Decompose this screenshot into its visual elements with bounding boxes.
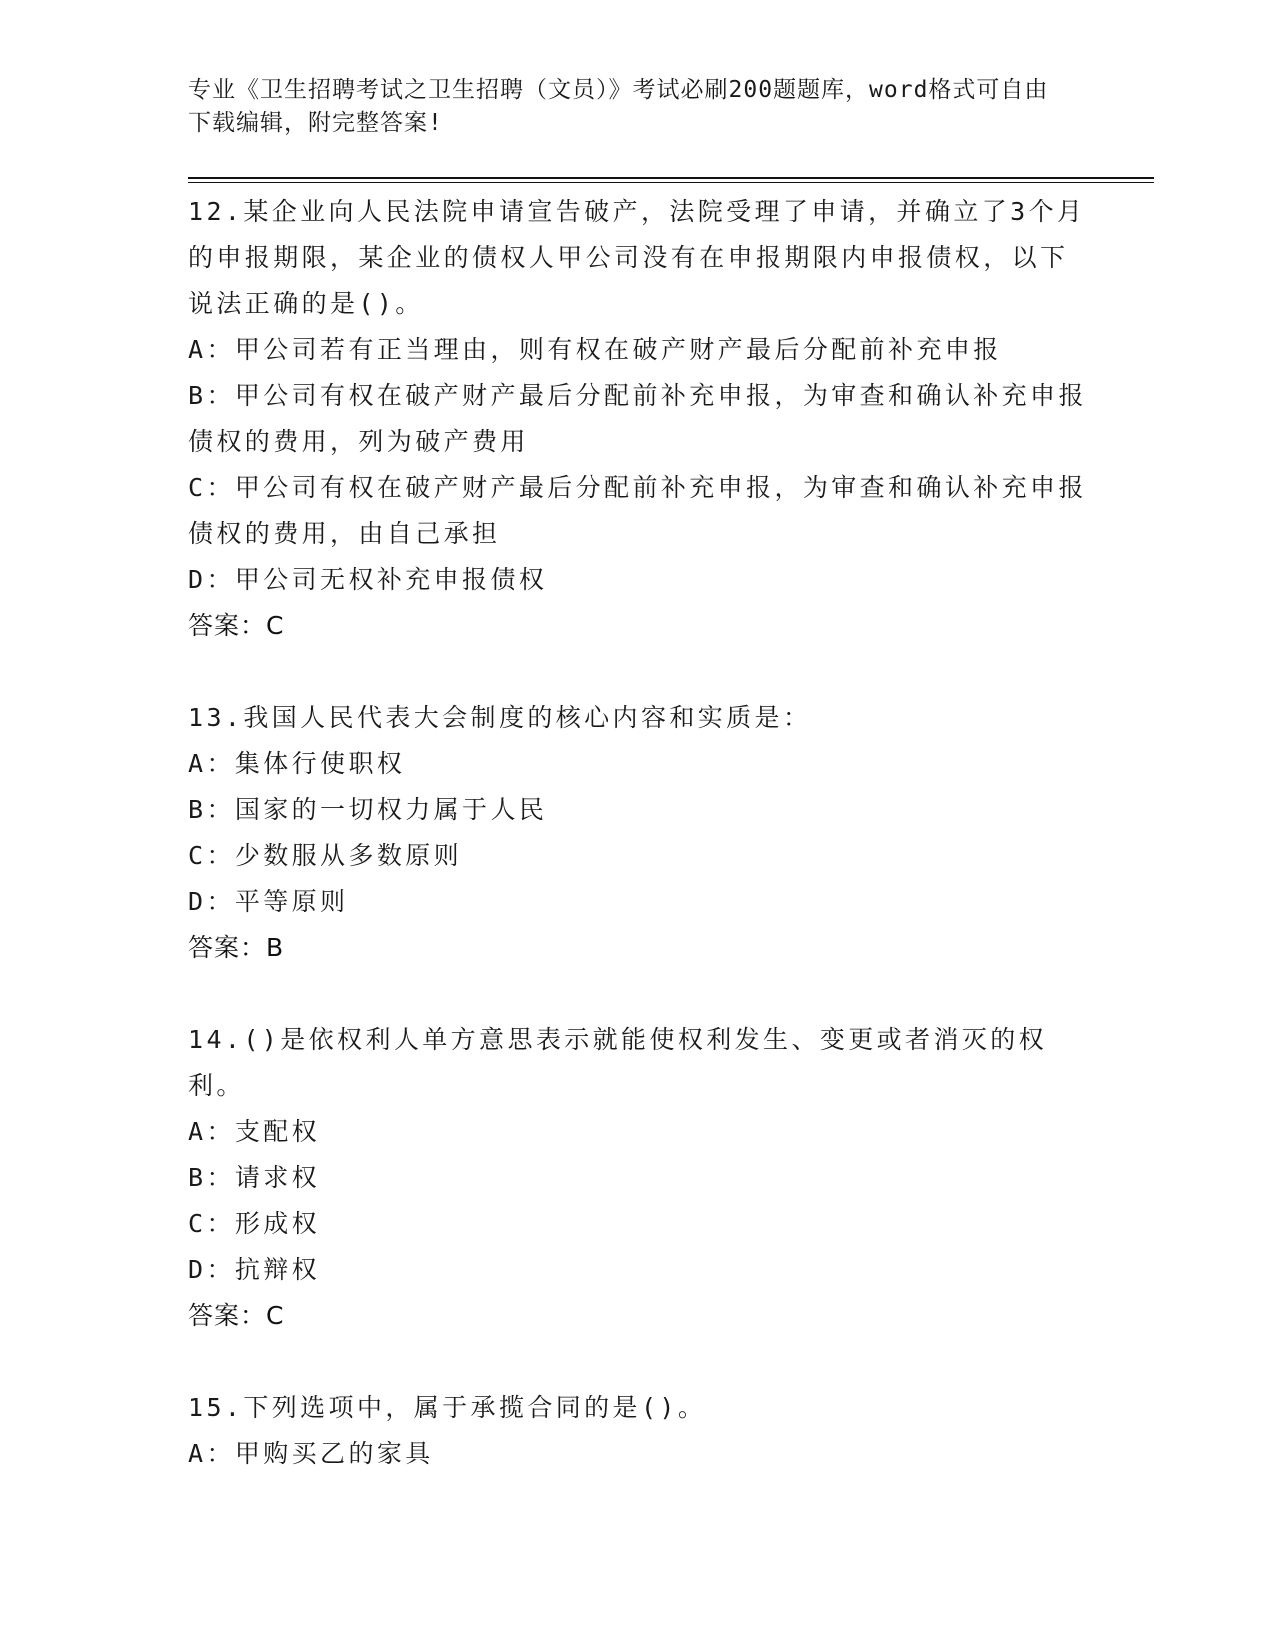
option-d: D：甲公司无权补充申报债权: [188, 565, 548, 594]
question-text: 12.某企业向人民法院申请宣告破产，法院受理了申请，并确立了3个月的申报期限，某企业的债权人甲公司没有在申报期限内申报债权，以下说法正确的是()。: [188, 197, 1086, 318]
option-a: A：甲公司若有正当理由，则有权在破产财产最后分配前补充申报: [188, 335, 1002, 364]
option-d: D：抗辩权: [188, 1255, 321, 1284]
option-c: C：少数服从多数原则: [188, 841, 463, 870]
option-c: C：甲公司有权在破产财产最后分配前补充申报，为审查和确认补充申报债权的费用，由自己承担: [188, 473, 1087, 548]
question-text: 13.我国人民代表大会制度的核心内容和实质是：: [188, 703, 812, 732]
option-b: B：国家的一切权力属于人民: [188, 795, 548, 824]
option-a: A：集体行使职权: [188, 749, 406, 778]
question-15: [188, 1385, 1088, 1477]
spacer: [188, 1339, 1088, 1385]
question-text: 15.下列选项中，属于承揽合同的是()。: [188, 1393, 707, 1422]
answer: 答案：B: [188, 933, 285, 962]
answer: 答案：C: [188, 611, 285, 640]
header-intro: 专业《卫生招聘考试之卫生招聘（文员）》考试必刷200题题库，word格式可自由下载编辑，附完整答案!: [188, 77, 1049, 136]
question-list: [188, 189, 1088, 1477]
header-divider-thick: [188, 177, 1154, 179]
option-b: B：甲公司有权在破产财产最后分配前补充申报，为审查和确认补充申报债权的费用，列为破产费用: [188, 381, 1087, 456]
header-divider-thin: [188, 182, 1154, 183]
option-c: C：形成权: [188, 1209, 321, 1238]
answer: 答案：C: [188, 1301, 285, 1330]
option-a: A：支配权: [188, 1117, 321, 1146]
document-header: [188, 74, 1068, 140]
option-b: B：请求权: [188, 1163, 321, 1192]
question-14: [188, 1017, 1088, 1339]
question-12: [188, 189, 1088, 649]
question-text: 14.()是依权利人单方意思表示就能使权利发生、变更或者消灭的权利。: [188, 1025, 1048, 1100]
spacer: [188, 971, 1088, 1017]
question-13: [188, 695, 1088, 971]
option-d: D：平等原则: [188, 887, 349, 916]
spacer: [188, 649, 1088, 695]
option-a: A：甲购买乙的家具: [188, 1439, 434, 1468]
